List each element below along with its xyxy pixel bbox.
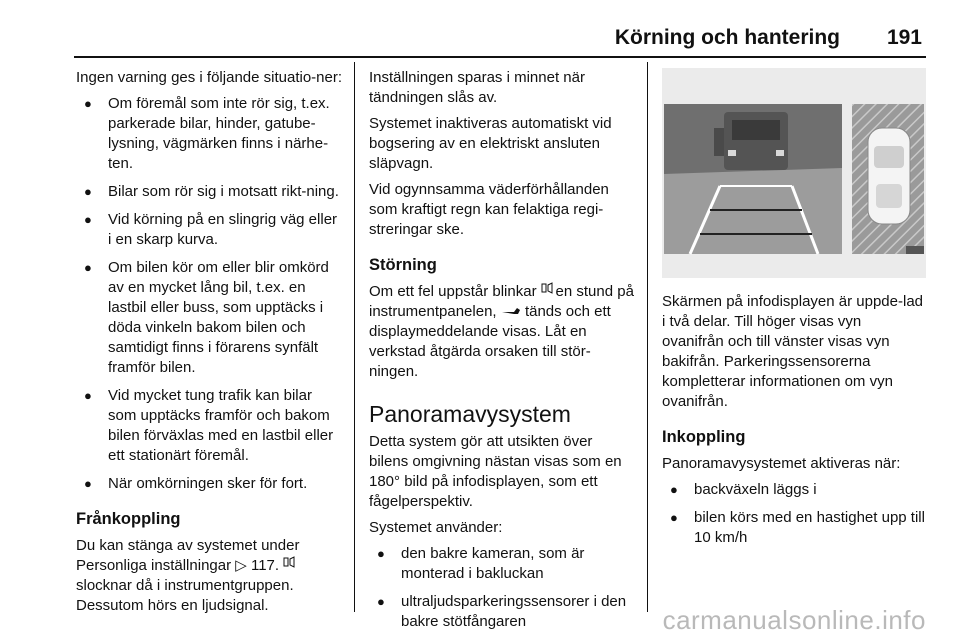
paragraph: Panoramavysystemet aktiveras när: (662, 455, 901, 472)
own-vehicle-top (868, 128, 910, 224)
list-item: ● bilen körs med en hastighet upp till 10 km/h (662, 508, 926, 548)
paragraph: Systemet använder: (369, 519, 503, 536)
list-item: ● När omkörningen sker för fort. (76, 474, 344, 494)
side-blind-zone-icon (541, 286, 556, 297)
section-heading: Frånkoppling (76, 510, 181, 528)
page-number: 191 (886, 26, 922, 49)
list-item: ● Vid körning på en slingrig väg eller i en skarp kurva. (76, 210, 344, 250)
page-header (0, 0, 960, 58)
paragraph: Inställningen sparas i minnet när tändningen slås av. (369, 69, 585, 106)
intro-text: Ingen varning ges i följande situatio-ner: (76, 69, 343, 86)
paragraph: Skärmen på infodisplayen är uppde-lad i två delar. Till höger visas vyn ovanifrån och till vänster visas vyn bakifrån. Parkeringssensorerna kompletterar informationen om vyn ovanifrån. (662, 293, 923, 410)
paragraph: Systemet inaktiveras automatiskt vid bogsering av en elektriskt ansluten släpvagn. (369, 115, 612, 172)
no-warning-list (76, 94, 344, 494)
list-item: ● Bilar som rör sig i motsatt rikt-ning. (76, 182, 344, 202)
column-2 (369, 68, 635, 640)
header-rule (74, 56, 926, 58)
wrench-icon (501, 303, 525, 320)
list-item: ● Vid mycket tung trafik kan bilar som upptäcks framför och bakom bilen förväxlas med en lastbil eller ett stationärt föremål. (76, 386, 344, 466)
page-reference-arrow-icon: ▷ (235, 557, 247, 574)
list-item: ● Om föremål som inte rör sig, t.ex. parkerade bilar, hinder, gatube-lysning, vägmärken finns i närhe-ten. (76, 94, 344, 174)
system-components-list (369, 544, 635, 632)
section-title: Panoramavysystem (369, 401, 571, 427)
list-item: ● Om bilen kör om eller blir omkörd av en mycket lång bil, t.ex. en lastbil eller buss, som upptäcks i döda vinkeln bakom bilen och samtidigt finns i förarens synfält framför bilen. (76, 258, 344, 378)
list-item: ● backväxeln läggs i (662, 480, 926, 500)
camera-display-illustration (662, 68, 926, 278)
column-3 (662, 66, 926, 556)
page-reference[interactable]: 117. (250, 557, 280, 574)
fault-text: Om ett fel uppstår blinkar en stund på instrumentpanelen, tänds och ett displaymeddelande visas. Låt en verkstad åtgärda orsaken till stör-ningen. (369, 283, 634, 380)
list-item: ● ultraljudsparkeringssensorer i den bakre stötfångaren (369, 592, 635, 632)
paragraph: Detta system gör att utsikten över bilens omgivning nästan visas som en 180° bild på infodisplayen, som ett fågelperspektiv. (369, 433, 622, 510)
column-divider (354, 62, 355, 612)
list-item: ● den bakre kameran, som är monterad i bakluckan (369, 544, 635, 584)
section-heading: Inkoppling (662, 428, 746, 446)
paragraph: Vid ogynnsamma väderförhållanden som kraftigt regn kan felaktiga regi-streringar ske. (369, 181, 609, 238)
panorama-view-illustration (662, 68, 926, 278)
section-heading: Störning (369, 256, 437, 274)
side-blind-zone-icon (283, 560, 295, 571)
deactivation-text: Du kan stänga av systemet under Personliga inställningar ▷ 117. slocknar då i instrumentgruppen. Dessutom hörs en ljudsignal. (76, 537, 300, 614)
chapter-title: Körning och hantering (614, 26, 840, 49)
column-1 (76, 68, 344, 622)
column-divider (647, 62, 648, 612)
activation-list (662, 480, 926, 548)
watermark: carmanualsonline.info (662, 605, 926, 635)
